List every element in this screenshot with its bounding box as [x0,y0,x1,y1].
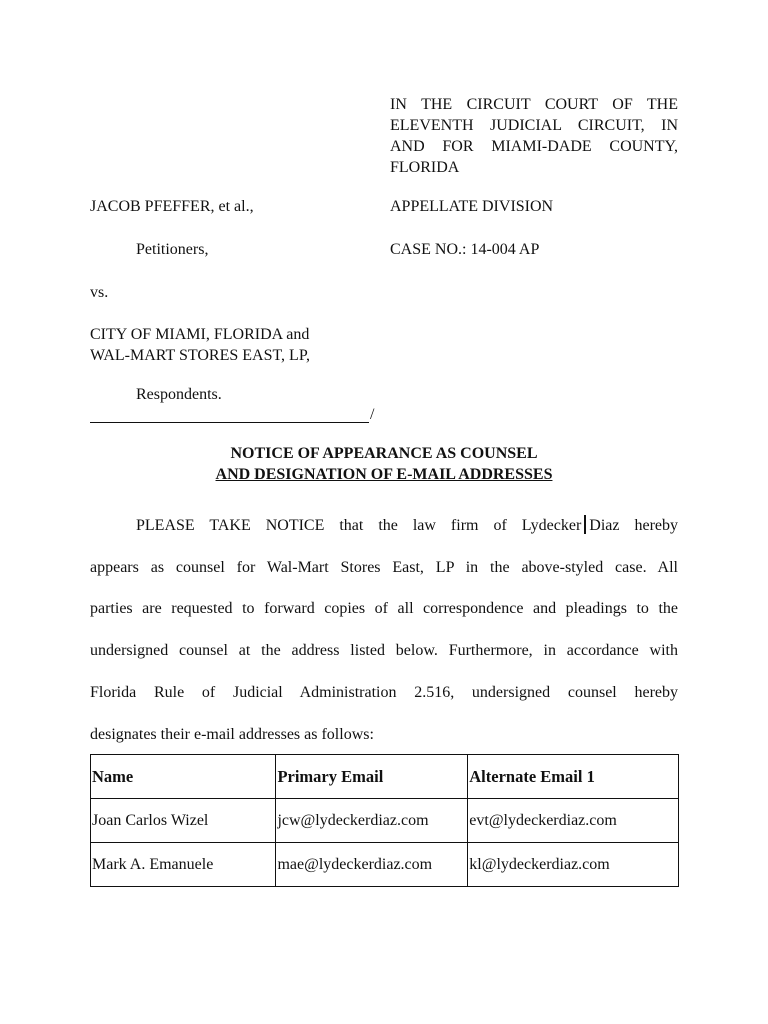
notice-paragraph [90,505,678,755]
court-line: ELEVENTH JUDICIAL CIRCUIT, IN [390,117,678,134]
column-header-alternate-email: Alternate Email 1 [468,755,679,799]
court-division: APPELLATE DIVISION [390,198,554,215]
case-number: CASE NO.: 14-004 AP [390,241,540,258]
table-row [91,843,679,887]
petitioners-label: Petitioners, [136,241,209,258]
respondent-line: WAL-MART STORES EAST, LP, [90,347,310,364]
respondent-names [90,324,310,366]
paragraph-line: Florida Rule of Judicial Administration 2.516, undersigned counsel hereby [90,683,678,701]
column-header-name: Name [91,755,276,799]
attorney-name: Mark A. Emanuele [91,843,276,887]
table-row [91,799,679,843]
petitioner-name: JACOB PFEFFER, et al., [90,198,254,215]
primary-email: jcw@lydeckerdiaz.com [276,799,468,843]
caption-rule [90,422,369,423]
notice-title-line-2: AND DESIGNATION OF E-MAIL ADDRESSES [215,466,553,483]
primary-email: mae@lydeckerdiaz.com [276,843,468,887]
court-line: AND FOR MIAMI-DADE COUNTY, [390,138,678,155]
paragraph-line: designates their e-mail addresses as follows: [90,725,374,743]
column-header-primary-email: Primary Email [276,755,468,799]
caption-slash: / [370,406,375,423]
notice-title-line-1: NOTICE OF APPEARANCE AS COUNSEL [230,445,538,462]
court-line: IN THE CIRCUIT COURT OF THE [390,96,678,113]
email-designation-table [90,754,679,887]
paragraph-line: parties are requested to forward copies of all correspondence and pleadings to the [90,600,678,618]
court-line: FLORIDA [390,159,460,176]
paragraph-line [90,505,678,547]
respondents-label: Respondents. [136,386,222,403]
alternate-email: kl@lydeckerdiaz.com [468,843,679,887]
respondent-line: CITY OF MIAMI, FLORIDA and [90,326,310,343]
paragraph-line: appears as counsel for Wal-Mart Stores East, LP in the above-styled case. All [90,558,678,576]
vertical-bar-separator [584,515,586,534]
paragraph-text: PLEASE TAKE NOTICE that the law firm of Lydecker [136,517,582,534]
court-caption [390,94,678,178]
versus-label: vs. [90,284,109,301]
alternate-email: evt@lydeckerdiaz.com [468,799,679,843]
table-header-row [91,755,679,799]
paragraph-text: Diaz hereby [589,517,679,534]
paragraph-line: undersigned counsel at the address listed below. Furthermore, in accordance with [90,642,678,660]
attorney-name: Joan Carlos Wizel [91,799,276,843]
